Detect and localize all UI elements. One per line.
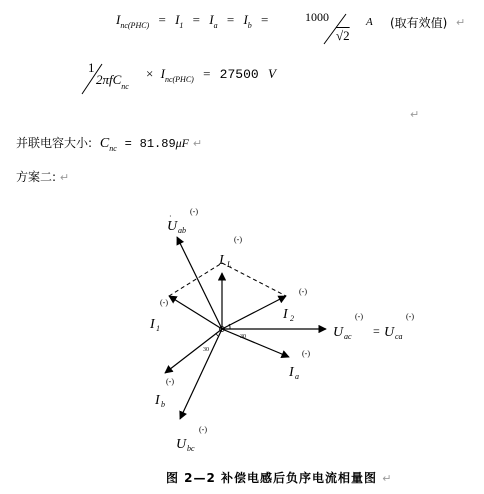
svg-text:(-): (-) bbox=[234, 235, 242, 244]
eq1-lhs-symbol: I bbox=[116, 12, 121, 27]
paragraph-mark: ↵ bbox=[410, 108, 420, 121]
svg-text:=: = bbox=[373, 324, 380, 338]
eq2-current-sub: nc(PHC) bbox=[164, 75, 194, 84]
paragraph-mark: ↵ bbox=[192, 137, 203, 150]
label-uab bbox=[167, 207, 198, 235]
eq1-fraction-denominator: √2 bbox=[336, 28, 350, 43]
label-il bbox=[218, 235, 242, 269]
vector-ubc bbox=[180, 329, 222, 419]
eq1-eq-2: = bbox=[192, 12, 201, 27]
svg-text:b: b bbox=[161, 400, 165, 409]
eq1-eq-4: = bbox=[261, 12, 269, 27]
svg-text:(-): (-) bbox=[190, 207, 198, 216]
capacitor-unit: μF bbox=[175, 136, 190, 150]
eq1-fraction-numerator: 1000 bbox=[305, 10, 329, 24]
figure-caption bbox=[166, 469, 392, 486]
svg-text:(-): (-) bbox=[302, 349, 310, 358]
svg-text:I: I bbox=[289, 365, 294, 380]
angle-label-2: 30 bbox=[203, 347, 209, 353]
svg-text:(-): (-) bbox=[406, 312, 414, 321]
svg-text:I: I bbox=[150, 317, 155, 332]
vector-ib bbox=[165, 329, 222, 373]
capacitor-sub: nc bbox=[109, 144, 117, 153]
eq1-unit: A bbox=[366, 16, 373, 28]
svg-text:U: U bbox=[384, 325, 395, 340]
vector-ia bbox=[222, 329, 289, 357]
scheme-label: 方案二: bbox=[16, 170, 57, 184]
paragraph-mark: ↵ bbox=[59, 171, 70, 184]
eq1-eq-1: = bbox=[158, 12, 166, 27]
eq2-current: I bbox=[160, 66, 165, 81]
svg-text:ab: ab bbox=[178, 226, 186, 235]
label-i1 bbox=[149, 298, 168, 333]
eq1-i2: I bbox=[209, 12, 214, 27]
capacitor-eq: = bbox=[124, 137, 132, 151]
eq2-times: × bbox=[146, 66, 154, 81]
svg-text:(-): (-) bbox=[166, 377, 174, 386]
svg-text:U: U bbox=[167, 219, 178, 234]
paragraph-mark: ↵ bbox=[456, 16, 466, 29]
svg-text:1: 1 bbox=[156, 324, 160, 333]
svg-text:2: 2 bbox=[290, 314, 294, 323]
label-uac-uca bbox=[333, 312, 414, 341]
vector-i2 bbox=[222, 296, 286, 329]
svg-text:I: I bbox=[219, 253, 224, 268]
svg-text:ca: ca bbox=[395, 332, 403, 341]
svg-text:I: I bbox=[155, 393, 160, 408]
dashed-line-left bbox=[169, 263, 222, 296]
svg-text:(-): (-) bbox=[199, 425, 207, 434]
eq2-den-sub: nc bbox=[121, 82, 129, 91]
eq2-denominator: 2πfC bbox=[96, 72, 122, 87]
eq1-i3: I bbox=[243, 12, 248, 27]
eq1-note: (取有效值) bbox=[390, 16, 448, 30]
capacitor-symbol: C bbox=[99, 136, 110, 151]
label-ubc bbox=[176, 425, 207, 453]
eq2-value: 27500 bbox=[219, 67, 259, 82]
svg-text:(-): (-) bbox=[160, 298, 168, 307]
svg-text:U: U bbox=[176, 437, 187, 452]
angle-label-1: 30 bbox=[240, 334, 246, 340]
svg-text:bc: bc bbox=[187, 444, 195, 453]
paragraph-mark: ↵ bbox=[382, 472, 393, 485]
capacitor-value: 81.89 bbox=[139, 137, 176, 151]
svg-text:(-): (-) bbox=[355, 312, 363, 321]
dashed-line-right bbox=[222, 263, 286, 296]
capacitor-label: 并联电容大小: bbox=[16, 136, 93, 150]
svg-text:I: I bbox=[283, 307, 288, 322]
eq1-i3-sub: b bbox=[247, 21, 252, 30]
eq1-i1-sub: 1 bbox=[179, 21, 184, 30]
svg-text:L: L bbox=[227, 260, 232, 269]
eq2-numerator: 1 bbox=[88, 60, 95, 75]
eq1-i2-sub: a bbox=[213, 21, 218, 30]
label-i2 bbox=[282, 287, 307, 323]
svg-text:(-): (-) bbox=[299, 287, 307, 296]
eq1-eq-3: = bbox=[226, 12, 235, 27]
label-ib bbox=[154, 377, 174, 409]
svg-text:ac: ac bbox=[344, 332, 352, 341]
eq2-unit: V bbox=[267, 66, 276, 81]
svg-text:U: U bbox=[333, 325, 344, 340]
eq1-i1: I bbox=[175, 12, 180, 27]
figure-caption-text: 图 2—2 补偿电感后负序电流相量图 bbox=[166, 471, 378, 485]
eq1-lhs-sub: nc(PHC) bbox=[120, 21, 150, 30]
eq2-eq: = bbox=[203, 66, 211, 81]
label-ia bbox=[288, 349, 310, 381]
svg-text:·: · bbox=[169, 212, 172, 221]
svg-text:a: a bbox=[295, 372, 299, 381]
